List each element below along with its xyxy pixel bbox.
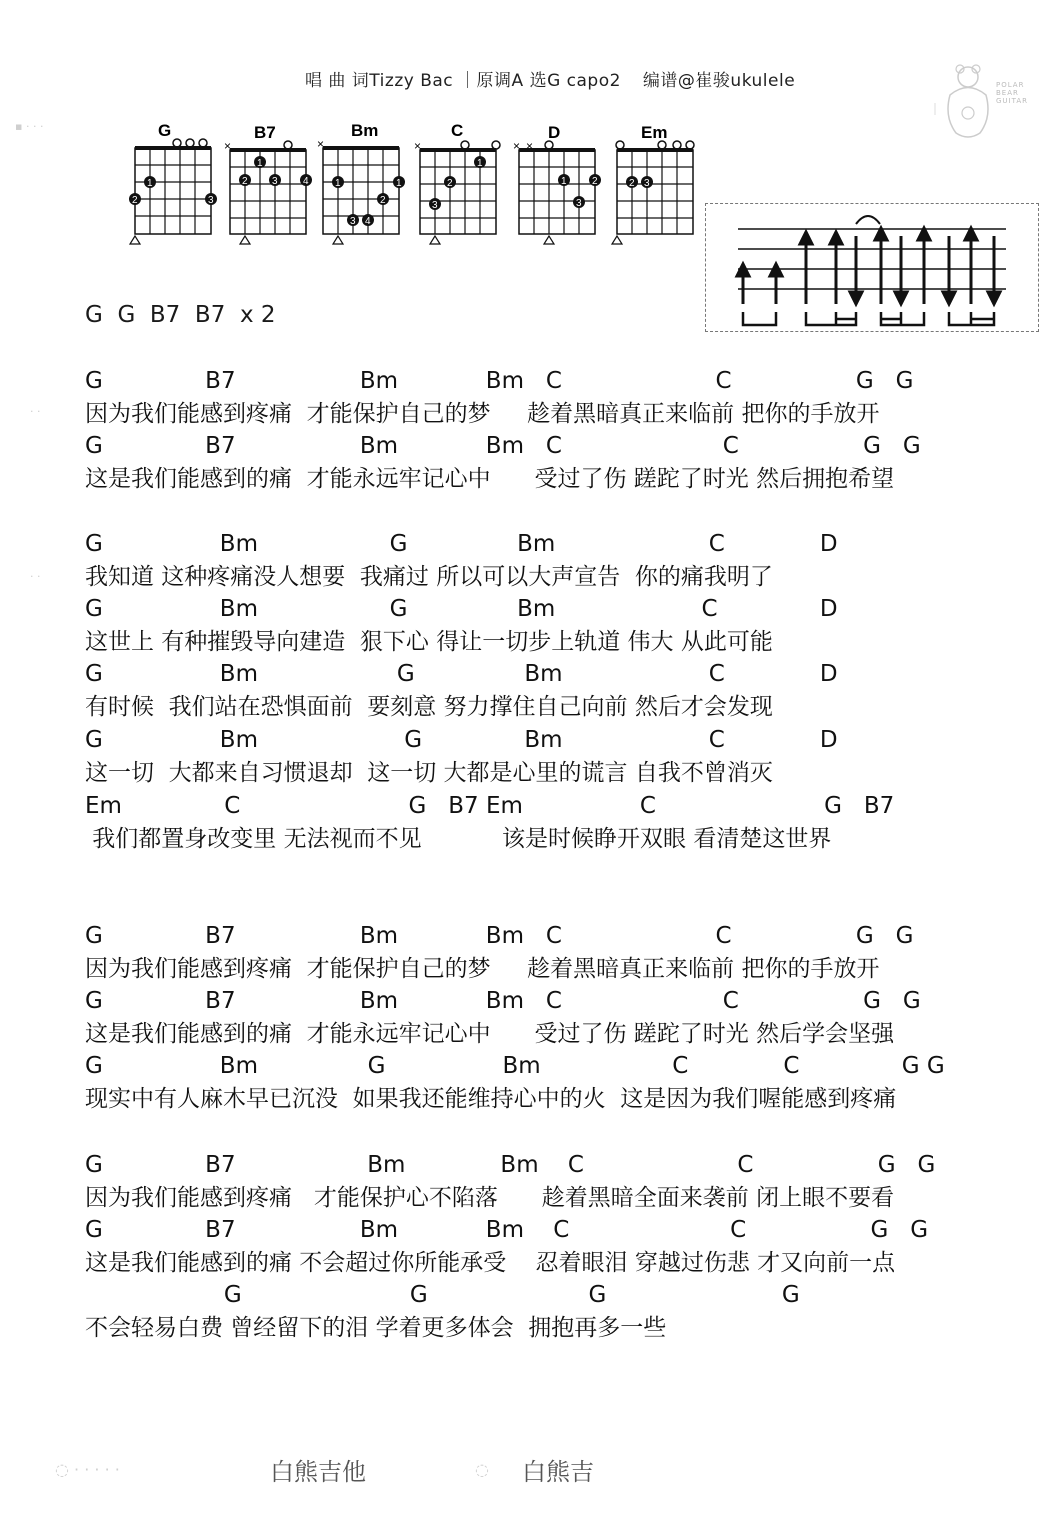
lyric-line: 因为我们能感到疼痛 才能保护自己的梦 趁着黑暗真正来临前 把你的手放开 <box>85 401 880 427</box>
chord-name-g: G <box>158 121 172 140</box>
svg-text:1: 1 <box>477 158 483 169</box>
strum-pattern <box>705 203 1039 332</box>
chord-line: G Bm G Bm C D <box>85 661 838 687</box>
svg-text:2: 2 <box>380 195 386 206</box>
chord-diagram-d <box>513 123 601 244</box>
chord-line: G B7 Bm Bm C C G G <box>85 1217 929 1243</box>
footer-watermark-left: 白熊吉他 <box>270 1458 366 1486</box>
svg-text:4: 4 <box>365 216 371 227</box>
chord-line: G B7 Bm Bm C C G G <box>85 433 921 459</box>
chord-name-bm: Bm <box>351 121 379 140</box>
lyric-line: 这是我们能感到的痛 才能永远牢记心中 受过了伤 蹉跎了时光 然后拥抱希望 <box>85 466 895 492</box>
chord-diagram-bm <box>317 121 405 244</box>
svg-text:1: 1 <box>147 178 153 189</box>
svg-text:3: 3 <box>576 198 582 209</box>
logo-text: POLAR BEAR GUITAR <box>996 81 1028 105</box>
svg-text:3: 3 <box>350 216 356 227</box>
svg-text:2: 2 <box>447 178 453 189</box>
svg-text:4: 4 <box>303 176 309 187</box>
footer-watermark-right: 白熊吉 <box>522 1458 594 1486</box>
watermark-mark: · · <box>30 570 41 583</box>
intro-progression: G G B7 B7 x 2 <box>85 302 276 328</box>
song-credits <box>305 66 795 91</box>
arranger-text: 编谱@崔骏ukulele <box>642 71 796 91</box>
chord-line: G B7 Bm Bm C C G G <box>85 923 914 949</box>
svg-text:1: 1 <box>561 176 567 187</box>
svg-text:2: 2 <box>629 178 635 189</box>
svg-text:1: 1 <box>335 178 341 189</box>
chord-diagram-em <box>612 123 694 244</box>
chord-name-c: C <box>451 121 464 140</box>
chord-line: G Bm G Bm C D <box>85 596 838 622</box>
svg-text:×: × <box>526 139 534 153</box>
svg-text:×: × <box>224 139 232 153</box>
chord-line: G B7 Bm Bm C C G G <box>85 368 914 394</box>
lyric-line: 这世上 有种摧毁导向建造 狠下心 得让一切步上轨道 伟大 从此可能 <box>85 629 773 655</box>
svg-text:×: × <box>414 139 422 153</box>
svg-text:2: 2 <box>592 176 598 187</box>
svg-text:3: 3 <box>272 176 278 187</box>
chord-name-b7: B7 <box>254 123 276 142</box>
svg-text:×: × <box>513 139 521 153</box>
lyric-line: 现实中有人麻木早已沉没 如果我还能维持心中的火 这是因为我们喔能感到疼痛 <box>85 1086 897 1112</box>
chord-diagram-c <box>414 121 500 244</box>
svg-text:3: 3 <box>208 195 214 206</box>
lyric-line: 有时候 我们站在恐惧面前 要刻意 努力撑住自己向前 然后才会发现 <box>85 694 773 720</box>
lyric-line: 我们都置身改变里 无法视而不见 该是时候睁开双眼 看清楚这世界 <box>85 826 832 852</box>
footer-mark: ◌ · · · · · <box>55 1460 120 1479</box>
lyric-line: 因为我们能感到疼痛 才能保护自己的梦 趁着黑暗真正来临前 把你的手放开 <box>85 956 880 982</box>
svg-text:1: 1 <box>396 178 402 189</box>
svg-text:2: 2 <box>132 195 138 206</box>
chord-line: G Bm G Bm C D <box>85 727 838 753</box>
chord-diagram-b7 <box>224 123 312 244</box>
watermark-mark: · · <box>30 405 41 418</box>
lyric-line: 这是我们能感到的痛 才能永远牢记心中 受过了伤 蹉跎了时光 然后学会坚强 <box>85 1021 895 1047</box>
lyric-line: 因为我们能感到疼痛 才能保护心不陷落 趁着黑暗全面来袭前 闭上眼不要看 <box>85 1185 895 1211</box>
chord-diagram-g <box>129 121 217 244</box>
svg-text:1: 1 <box>257 158 263 169</box>
svg-text:3: 3 <box>644 178 650 189</box>
credits-text: 唱 曲 词Tizzy Bac ｜原调A 选G capo2 <box>305 71 621 91</box>
chord-line: G G G G <box>85 1282 800 1308</box>
chord-line: G Bm G Bm C C G G <box>85 1053 945 1079</box>
footer-mark: ◌ <box>475 1460 489 1479</box>
lyric-line: 这是我们能感到的痛 不会超过你所能承受 忍着眼泪 穿越过伤悲 才又向前一点 <box>85 1250 896 1276</box>
chord-name-d: D <box>548 123 561 142</box>
svg-text:×: × <box>317 137 325 151</box>
chord-line: G Bm G Bm C D <box>85 531 838 557</box>
svg-text:3: 3 <box>432 200 438 211</box>
brand-logo <box>930 55 1040 145</box>
lyric-line: 这一切 大都来自习惯退却 这一切 大都是心里的谎言 自我不曾消灭 <box>85 760 773 786</box>
chord-name-em: Em <box>641 123 668 142</box>
chord-line: G B7 Bm Bm C C G G <box>85 988 921 1014</box>
chord-diagrams <box>110 118 710 253</box>
svg-text:2: 2 <box>242 176 248 187</box>
chord-line: G B7 Bm Bm C C G G <box>85 1152 936 1178</box>
watermark-mark: ▪ · · · <box>15 120 44 133</box>
lyric-line: 不会轻易白费 曾经留下的泪 学着更多体会 拥抱再多一些 <box>85 1315 667 1341</box>
chord-line: Em C G B7 Em C G B7 <box>85 793 895 819</box>
lyric-line: 我知道 这种疼痛没人想要 我痛过 所以可以大声宣告 你的痛我明了 <box>85 564 773 590</box>
